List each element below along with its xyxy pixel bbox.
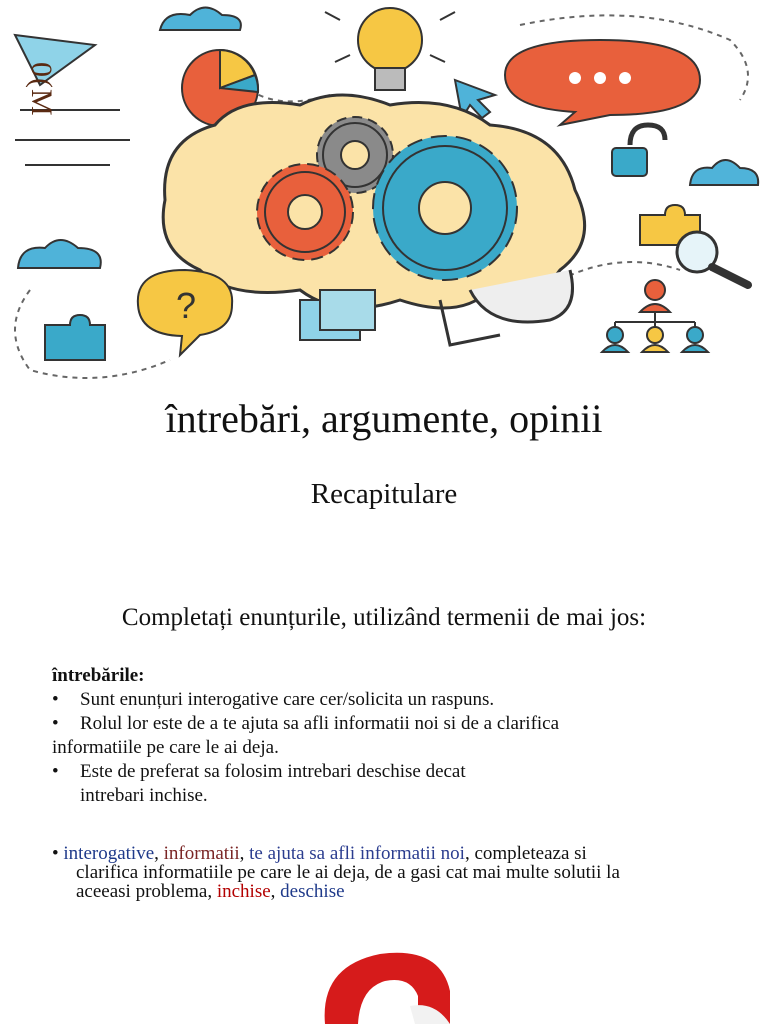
- section-heading: întrebările:: [52, 665, 145, 686]
- questions-section: [52, 664, 732, 808]
- list-item: [52, 688, 732, 712]
- instruction-text: Completați enunțurile, utilizând termenii de mai jos:: [121, 604, 647, 631]
- bullet: •: [52, 713, 59, 734]
- answer-line: clarifica informatiile pe care le ai deja, de a gasi cat mai multe solutii la: [76, 862, 620, 883]
- list-item-continuation: intrebari inchise.: [80, 785, 208, 806]
- question-mark-graphic: [310, 946, 460, 1024]
- light-bulb-icon: [325, 8, 455, 90]
- list-item: [52, 760, 732, 784]
- bullet: •: [52, 843, 59, 864]
- term-informatii: informatii: [163, 843, 240, 864]
- team-icon: [602, 280, 708, 352]
- list-item-text: Este de preferat sa folosim intrebari deschise decat: [80, 761, 466, 782]
- list-item-continuation: informatiile pe care le ai deja.: [52, 737, 279, 758]
- separator: ,: [239, 843, 250, 864]
- side-text: 0(M: [25, 62, 58, 117]
- question-bubble-icon: [138, 270, 232, 355]
- separator: ,: [270, 881, 281, 902]
- term-inchise: inchise: [216, 881, 271, 902]
- magnifier-icon: [677, 232, 748, 285]
- answer-terms: [52, 844, 732, 901]
- brain-illustration: [0, 0, 768, 385]
- speech-bubble-icon: [505, 40, 700, 125]
- answer-text: , completeaza si: [464, 843, 587, 864]
- list-item-text: Sunt enunțuri interogative care cer/solicita un raspuns.: [80, 689, 495, 710]
- puzzle-icon: [45, 315, 105, 360]
- list-item-text: Rolul lor este de a te ajuta sa afli informatii noi si de a clarifica: [80, 713, 560, 734]
- question-mark: ?: [176, 285, 197, 326]
- cloud-icon: [690, 160, 758, 185]
- page-subtitle: Recapitulare: [310, 478, 458, 510]
- term-deschise: deschise: [280, 881, 345, 902]
- cloud-icon: [18, 240, 101, 268]
- term-interogative: interogative: [63, 843, 155, 864]
- bullet: •: [52, 761, 59, 782]
- gear-icon: [373, 136, 517, 280]
- padlock-icon: [612, 125, 665, 176]
- answer-line: [52, 882, 732, 901]
- term-te-ajuta: te ajuta sa afli informatii noi: [249, 843, 465, 864]
- answer-text: aceeasi problema,: [76, 881, 217, 902]
- cloud-icon: [160, 8, 241, 31]
- list-item: [52, 712, 732, 736]
- bullet: •: [52, 689, 59, 710]
- separator: ,: [154, 843, 164, 864]
- gear-icon: [257, 164, 353, 260]
- answer-line: [52, 844, 732, 863]
- page-title: întrebări, argumente, opinii: [165, 396, 603, 441]
